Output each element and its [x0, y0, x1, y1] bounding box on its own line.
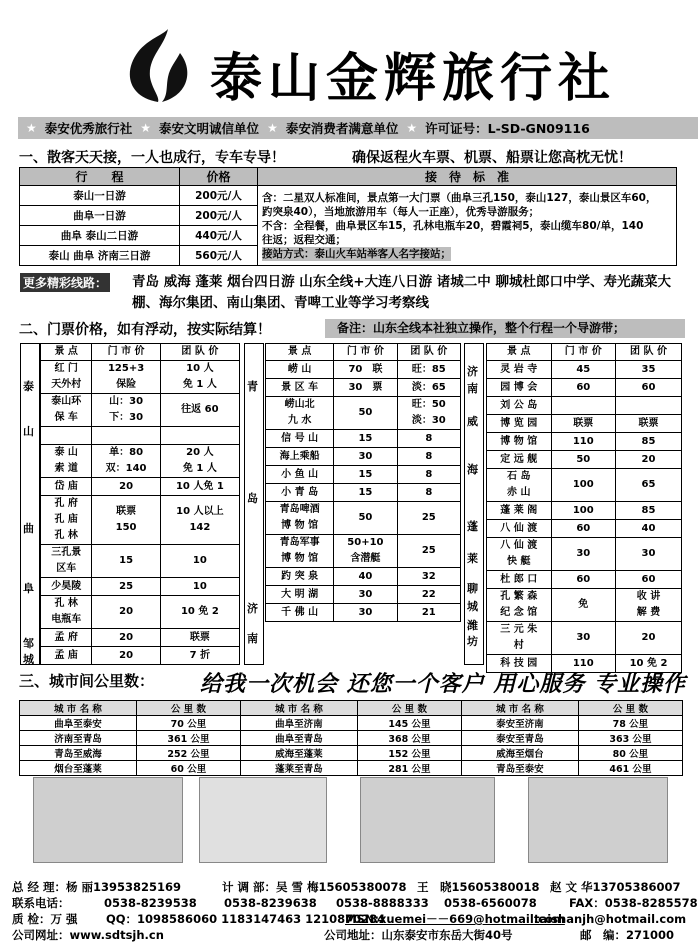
route-price: 200元/人	[180, 186, 258, 206]
distance-table	[19, 700, 683, 776]
region-label: 潍	[467, 619, 478, 632]
spot-name: 蓬 莱 阁	[487, 502, 552, 520]
phone: 0538-8239538	[104, 896, 197, 910]
retail-price: 联票	[551, 415, 616, 433]
spot-name: 园 博 会	[487, 379, 552, 397]
col-header: 景 点	[41, 344, 92, 361]
retail-price: 30	[551, 538, 616, 571]
route-price: 560元/人	[180, 246, 258, 266]
section1-title: 一、散客天天接，一人也成行，专车专导！	[19, 150, 285, 166]
retail-price: 30	[334, 604, 397, 622]
route-name: 烟台至蓬莱	[20, 761, 137, 776]
route-name: 曲阜 泰山二日游	[20, 226, 180, 246]
distance: 145 公里	[357, 716, 461, 731]
table-row	[266, 466, 461, 484]
col-header: 城 市 名 称	[20, 701, 137, 716]
table-row	[487, 361, 682, 379]
col-header: 团 队 价	[616, 344, 682, 361]
distance: 70 公里	[136, 716, 240, 731]
phone-label: 联系电话：	[12, 896, 70, 910]
section3-title: 三、城市间公里数：	[19, 672, 155, 690]
group-price: 联票	[160, 629, 239, 647]
spot-name: 孟 庙	[41, 647, 92, 665]
group-price: 旺：50 淡：30	[397, 397, 460, 430]
region-label: 青	[247, 380, 258, 393]
table-row	[41, 545, 240, 578]
region-label: 曲	[23, 522, 34, 535]
retail-price: 20	[92, 478, 160, 496]
qq: QQ：1098586060 1183147463 1210870284	[106, 912, 386, 926]
route-name: 青岛至威海	[20, 746, 137, 761]
contact-footer	[12, 879, 698, 943]
col-header: 价格	[180, 168, 258, 186]
col-header: 公 里 数	[578, 701, 682, 716]
route-name: 蓬莱至青岛	[240, 761, 357, 776]
retail-price: 50	[551, 451, 616, 469]
retail-price: 110	[551, 655, 616, 673]
table-row	[20, 731, 683, 746]
distance: 281 公里	[357, 761, 461, 776]
planner: 王 晓15605380018	[417, 880, 540, 894]
slogan: 给我一次机会 还您一个客户 用心服务 专业操作	[200, 672, 686, 697]
table-row	[20, 761, 683, 776]
table-row	[266, 379, 461, 397]
group-price	[616, 397, 682, 415]
spot-name	[41, 427, 92, 445]
retail-price: 50	[334, 397, 397, 430]
distance: 152 公里	[357, 746, 461, 761]
route-name: 济南至青岛	[20, 731, 137, 746]
website[interactable]: 公司网址：www.sdtsjh.cn	[12, 928, 164, 942]
region-label: 南	[467, 382, 478, 395]
distance: 361 公里	[136, 731, 240, 746]
retail-price: 20	[92, 647, 160, 665]
cert-item: 许可证号：L-SD-GN09116	[425, 121, 590, 136]
table-row	[41, 629, 240, 647]
spot-name: 趵 突 泉	[266, 568, 334, 586]
col-header: 景 点	[487, 344, 552, 361]
retail-price: 20	[92, 596, 160, 629]
table-row	[266, 502, 461, 535]
group-price: 20 人 免 1 人	[160, 445, 239, 478]
phone: 0538-8239638	[224, 896, 317, 910]
route-name: 青岛至泰安	[461, 761, 578, 776]
table-row	[487, 502, 682, 520]
table-row	[41, 361, 240, 394]
spot-name: 泰 山 索 道	[41, 445, 92, 478]
retail-price: 40	[334, 568, 397, 586]
table-header	[20, 701, 683, 716]
group-price: 60	[616, 571, 682, 589]
table-row	[41, 394, 240, 427]
table-row	[266, 430, 461, 448]
certificate-photo	[360, 777, 495, 863]
spot-name: 定 远 舰	[487, 451, 552, 469]
retail-price: 100	[551, 469, 616, 502]
distance: 363 公里	[578, 731, 682, 746]
retail-price	[551, 397, 616, 415]
postcode: 邮 编：271000	[580, 928, 675, 942]
spot-name: 崂山北 九 水	[266, 397, 334, 430]
section2-title: 二、门票价格，如有浮动，按实际结算！	[19, 322, 271, 338]
col-header: 公 里 数	[136, 701, 240, 716]
group-price: 10 免 2	[160, 596, 239, 629]
group-price: 32	[397, 568, 460, 586]
region-label: 城	[23, 653, 34, 666]
retail-price: 30	[334, 586, 397, 604]
spot-name: 小 鱼 山	[266, 466, 334, 484]
distance: 60 公里	[136, 761, 240, 776]
certificate-photo	[528, 777, 668, 863]
ticket-table	[486, 343, 682, 673]
route-name: 泰山 曲阜 济南三日游	[20, 246, 180, 266]
group-price: 往返 60	[160, 394, 239, 427]
spot-name: 红 门 天外村	[41, 361, 92, 394]
col-header: 门 市 价	[92, 344, 160, 361]
spot-name: 三 元 朱 村	[487, 622, 552, 655]
group-price: 10	[160, 578, 239, 596]
spot-name: 八 仙 渡 快 艇	[487, 538, 552, 571]
retail-price: 15	[92, 545, 160, 578]
route-price: 200元/人	[180, 206, 258, 226]
group-price: 30	[616, 538, 682, 571]
col-header: 城 市 名 称	[461, 701, 578, 716]
region-label: 蓬	[467, 520, 478, 533]
region-label: 泰	[23, 380, 34, 393]
ticket-table	[40, 343, 240, 665]
spot-name: 大 明 湖	[266, 586, 334, 604]
cert-item: 泰安优秀旅行社	[44, 121, 133, 136]
route-name: 泰安至济南	[461, 716, 578, 731]
retail-price: 110	[551, 433, 616, 451]
route-price: 440元/人	[180, 226, 258, 246]
table-row	[266, 448, 461, 466]
spot-name: 小 青 岛	[266, 484, 334, 502]
spot-name: 少昊陵	[41, 578, 92, 596]
spot-name: 青岛啤酒 博 物 馆	[266, 502, 334, 535]
retail-price: 25	[92, 578, 160, 596]
route-name: 威海至烟台	[461, 746, 578, 761]
retail-price: 30 票	[334, 379, 397, 397]
group-price: 8	[397, 466, 460, 484]
phone: 0538-6560078	[444, 896, 537, 910]
region-label: 岛	[247, 492, 258, 505]
region-label: 南	[247, 632, 258, 645]
table-row	[41, 596, 240, 629]
group-price: 65	[616, 469, 682, 502]
route-name: 曲阜至泰安	[20, 716, 137, 731]
spot-name: 三孔景 区车	[41, 545, 92, 578]
group-price: 20	[616, 622, 682, 655]
retail-price: 100	[551, 502, 616, 520]
region-label: 威	[467, 415, 478, 428]
spot-name: 海上乘船	[266, 448, 334, 466]
group-price: 20	[616, 451, 682, 469]
table-row	[41, 578, 240, 596]
table-row	[487, 571, 682, 589]
retail-price: 15	[334, 466, 397, 484]
table-row	[487, 379, 682, 397]
retail-price: 联票 150	[92, 496, 160, 545]
certificate-photo	[199, 777, 327, 863]
col-header: 门 市 价	[551, 344, 616, 361]
group-price: 25	[397, 535, 460, 568]
retail-price: 50	[334, 502, 397, 535]
cert-item: 泰安文明诚信单位	[159, 121, 260, 136]
retail-price: 免	[551, 589, 616, 622]
inspector: 质 检：万 强	[12, 912, 78, 926]
more-routes-tag: 更多精彩线路：	[20, 273, 110, 292]
table-row	[487, 538, 682, 571]
spot-name: 刘 公 岛	[487, 397, 552, 415]
col-header: 团 队 价	[397, 344, 460, 361]
retail-price	[92, 427, 160, 445]
col-header: 接 待 标 准	[258, 168, 677, 186]
phone: 0538-8888333	[336, 896, 429, 910]
table-row	[266, 604, 461, 622]
group-price: 10 人以上 142	[160, 496, 239, 545]
cert-item: 泰安消费者满意单位	[285, 121, 399, 136]
certification-bar	[18, 117, 698, 139]
retail-price: 60	[551, 520, 616, 538]
table-row	[41, 445, 240, 478]
group-price: 85	[616, 433, 682, 451]
group-price: 旺：85	[397, 361, 460, 379]
col-header: 公 里 数	[357, 701, 461, 716]
spot-name: 景 区 车	[266, 379, 334, 397]
certificate-photo	[33, 777, 183, 863]
group-price: 21	[397, 604, 460, 622]
spot-name: 石 岛 赤 山	[487, 469, 552, 502]
fax: FAX：0538-8285578	[569, 896, 698, 910]
table-row	[41, 647, 240, 665]
retail-price: 60	[551, 379, 616, 397]
group-price: 淡：65	[397, 379, 460, 397]
table-row	[41, 478, 240, 496]
table-row	[41, 496, 240, 545]
spot-name: 岱 庙	[41, 478, 92, 496]
group-price: 10 人 免 1 人	[160, 361, 239, 394]
spot-name: 千 佛 山	[266, 604, 334, 622]
table-row	[266, 397, 461, 430]
distance: 80 公里	[578, 746, 682, 761]
table-row	[20, 716, 683, 731]
group-price: 60	[616, 379, 682, 397]
group-price: 10 人免 1	[160, 478, 239, 496]
group-price: 收 讲 解 费	[616, 589, 682, 622]
address: 公司地址：山东泰安市东岳大街40号	[324, 928, 513, 942]
table-row	[266, 586, 461, 604]
spot-name: 孔 林 电瓶车	[41, 596, 92, 629]
table-row	[487, 520, 682, 538]
tour-price-table	[19, 167, 677, 266]
retail-price: 50+10 含潜艇	[334, 535, 397, 568]
group-price: 联票	[616, 415, 682, 433]
group-price: 10 免 2	[616, 655, 682, 673]
retail-price: 60	[551, 571, 616, 589]
route-name: 泰安至青岛	[461, 731, 578, 746]
group-price: 7 折	[160, 647, 239, 665]
table-row	[487, 622, 682, 655]
company-name: 泰山金辉旅行社	[210, 48, 617, 109]
distance: 368 公里	[357, 731, 461, 746]
region-label: 济	[467, 365, 478, 378]
spot-name: 科 技 园	[487, 655, 552, 673]
table-row	[487, 451, 682, 469]
retail-price: 20	[92, 629, 160, 647]
retail-price: 15	[334, 484, 397, 502]
col-header: 行 程	[20, 168, 180, 186]
table-row	[487, 589, 682, 622]
retail-price: 45	[551, 361, 616, 379]
planner: 计 调 部：吴 雪 梅15605380078	[222, 880, 407, 894]
table-row	[487, 415, 682, 433]
table-row	[487, 397, 682, 415]
spot-name: 杜 郎 口	[487, 571, 552, 589]
region-label: 邹	[23, 637, 34, 650]
retail-price: 30	[551, 622, 616, 655]
group-price: 10	[160, 545, 239, 578]
spot-name: 博 览 园	[487, 415, 552, 433]
manager: 总 经 理：杨 丽13953825169	[12, 880, 182, 894]
star-icon: ★	[26, 121, 37, 135]
group-price: 40	[616, 520, 682, 538]
col-header: 门 市 价	[334, 344, 397, 361]
group-price: 22	[397, 586, 460, 604]
group-price: 35	[616, 361, 682, 379]
region-label: 海	[467, 463, 478, 476]
group-price: 8	[397, 430, 460, 448]
col-header: 景 点	[266, 344, 334, 361]
retail-price: 山：30 下：30	[92, 394, 160, 427]
region-label: 聊	[467, 582, 478, 595]
section1-tagline: 确保返程火车票、机票、船票让您高枕无忧！	[352, 150, 632, 166]
region-label: 山	[23, 425, 34, 438]
table-row	[20, 746, 683, 761]
star-icon: ★	[140, 121, 152, 135]
spot-name: 孔 繁 森 纪 念 馆	[487, 589, 552, 622]
group-price: 8	[397, 484, 460, 502]
email[interactable]: taishanjh@hotmail.com	[534, 912, 687, 926]
retail-price: 单：80 双：140	[92, 445, 160, 478]
table-row	[266, 535, 461, 568]
region-label: 坊	[467, 635, 478, 648]
route-name: 曲阜一日游	[20, 206, 180, 226]
table-row	[266, 361, 461, 379]
col-header: 城 市 名 称	[240, 701, 357, 716]
region-label: 城	[467, 600, 478, 613]
retail-price: 30	[334, 448, 397, 466]
route-name: 泰山一日游	[20, 186, 180, 206]
spot-name: 博 物 馆	[487, 433, 552, 451]
table-row	[487, 433, 682, 451]
msn[interactable]: MSN:xuemei－－669@hotmail.com	[345, 912, 565, 926]
region-label: 阜	[23, 582, 34, 595]
table-row	[266, 568, 461, 586]
group-price	[160, 427, 239, 445]
group-price: 85	[616, 502, 682, 520]
retail-price: 70 联	[334, 361, 397, 379]
distance: 252 公里	[136, 746, 240, 761]
star-icon: ★	[267, 121, 278, 135]
planner: 赵 文 华13705386007	[550, 880, 681, 894]
spot-name: 八 仙 渡	[487, 520, 552, 538]
col-header: 团 队 价	[160, 344, 239, 361]
company-logo-icon	[118, 27, 198, 107]
table-row	[41, 427, 240, 445]
more-routes-text: 青岛 威海 蓬莱 烟台四日游 山东全线+大连八日游 诸城二中 聊城杜郎口中学、寿光蔬菜大棚、海尔集团、南山集团、青啤工业等学习考察线	[132, 274, 672, 311]
route-name: 曲阜至济南	[240, 716, 357, 731]
distance: 461 公里	[578, 761, 682, 776]
region-label: 莱	[467, 552, 478, 565]
spot-name: 灵 岩 寺	[487, 361, 552, 379]
group-price: 8	[397, 448, 460, 466]
spot-name: 崂 山	[266, 361, 334, 379]
group-price: 25	[397, 502, 460, 535]
spot-name: 青岛军事 博 物 馆	[266, 535, 334, 568]
region-label: 济	[247, 602, 258, 615]
spot-name: 泰山环 保 车	[41, 394, 92, 427]
spot-name: 信 号 山	[266, 430, 334, 448]
service-standard: 含：二星双人标准间，景点第一大门票（曲阜三孔150，泰山127，泰山景区车60， 趵突泉40），当地旅游用车（每人一正座），优秀导游服务； 不含：全程餐，曲阜景区车15，孔林电瓶车20，碧霞祠5，泰山缆车80/单，140 往返；返程交通； 接站方式：泰山火车站举客人名字接站；	[258, 186, 677, 266]
table-row	[487, 469, 682, 502]
spot-name: 孔 府 孔 庙 孔 林	[41, 496, 92, 545]
star-icon: ★	[406, 121, 418, 135]
ticket-table	[265, 343, 461, 622]
retail-price: 125+3 保险	[92, 361, 160, 394]
retail-price: 15	[334, 430, 397, 448]
section2-note: 备注：山东全线本社独立操作，整个行程一个导游带；	[325, 319, 685, 338]
spot-name: 孟 府	[41, 629, 92, 647]
table-row	[266, 484, 461, 502]
distance: 78 公里	[578, 716, 682, 731]
route-name: 威海至蓬莱	[240, 746, 357, 761]
route-name: 曲阜至青岛	[240, 731, 357, 746]
